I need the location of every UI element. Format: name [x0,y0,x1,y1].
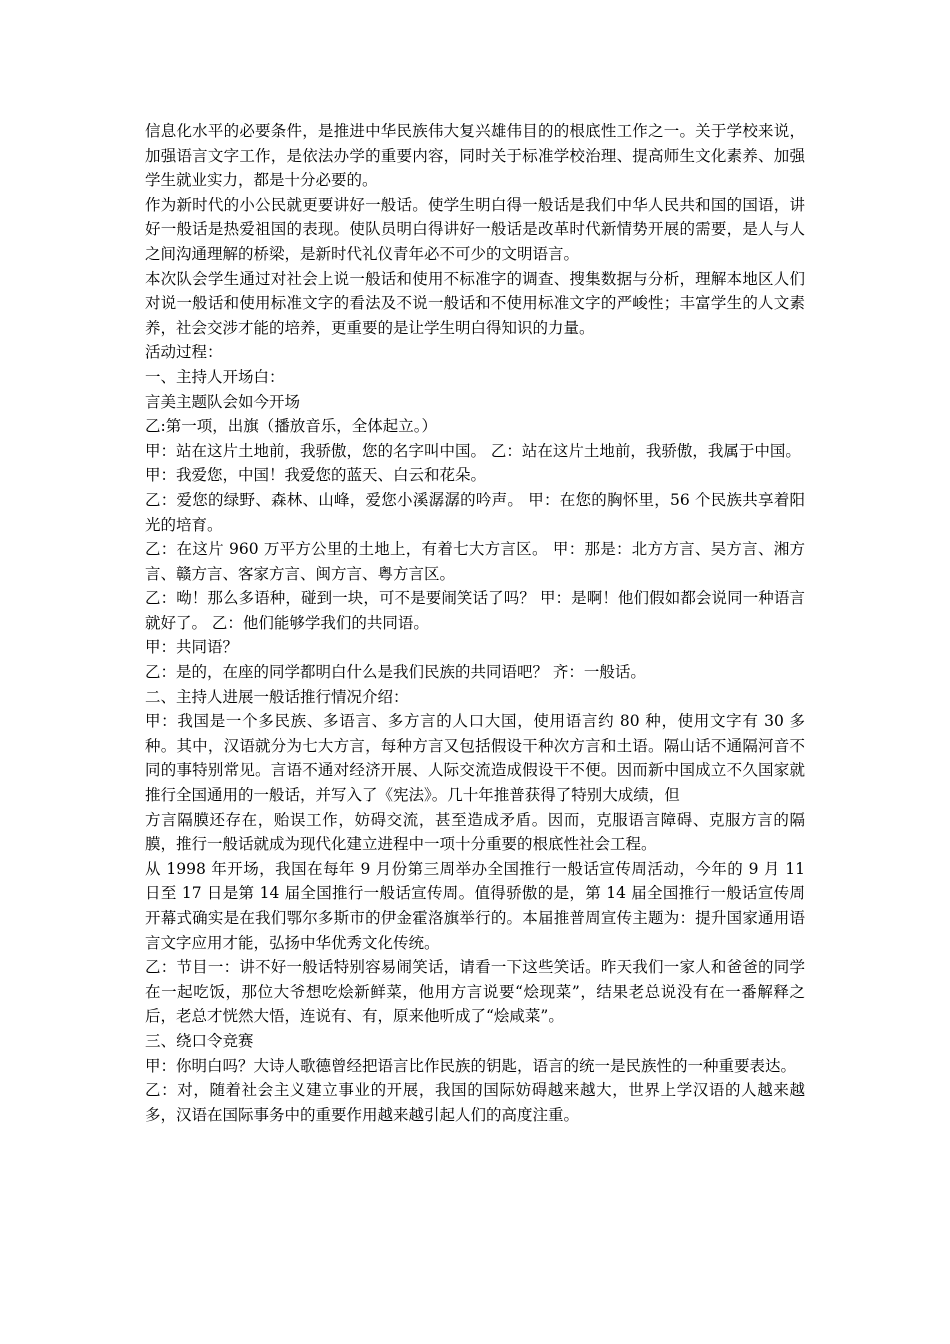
paragraph: 从 1998 年开场，我国在每年 9 月份第三周举办全国推行一般话宣传周活动，今年的 9 月 11 日至 17 日是第 14 届全国推行一般话宣传周。值得骄傲的是，第 14 届全国推行一般话宣传周开幕式确实是在我们鄂尔多斯市的伊金霍洛旗举行的。本届推普周宣传主题为：提升国家通用语言文字应用才能，弘扬中华优秀文化传统。 [145,859,805,952]
paragraph: 作为新时代的小公民就更要讲好一般话。使学生明白得一般话是我们中华人民共和国的国语，讲好一般话是热爱祖国的表现。使队员明白得讲好一般话是改革时代新情势开展的需要，是人与人之间沟通理解的桥梁，是新时代礼仪青年必不可少的文明语言。 [145,195,805,263]
dialogue-line: 乙：呦！那么多语种，碰到一块，可不是要闹笑话了吗？ 甲：是啊！他们假如都会说同一种语言就好了。 乙：他们能够学我们的共同语。 [145,589,805,632]
section-heading: 一、主持人开场白： [145,367,285,386]
dialogue-line: 甲：我爱您，中国！我爱您的蓝天、白云和花朵。 [145,466,487,485]
paragraph: 本次队会学生通过对社会上说一般话和使用不标准字的调查、搜集数据与分析，理解本地区人们对说一般话和使用标准文字的看法及不说一般话和不使用标准文字的严峻性；丰富学生的人文素养，社会交涉才能的培养，更重要的是让学生明白得知识的力量。 [145,269,805,337]
dialogue-line: 甲：共同语？ [145,638,239,657]
section-heading: 二、主持人进展一般话推行情况介绍： [145,687,409,706]
dialogue-line: 甲：我国是一个多民族、多语言、多方言的人口大国，使用语言约 80 种，使用文字有 30 多种。其中，汉语就分为七大方言，每种方言又包括假设干种次方言和土语。隔山话不通隔河音不同的事特别常见。言语不通对经济开展、人际交流造成假设干不便。因而新中国成立不久国家就推行全国通用的一般话，并写入了《宪法》。几十年推普获得了特别大成绩，但 [145,712,805,805]
dialogue-line: 乙：对，随着社会主义建立事业的开展，我国的国际妨碍越来越大，世界上学汉语的人越来越多，汉语在国际事务中的重要作用越来越引起人们的高度注重。 [145,1081,805,1124]
paragraph: 方言隔膜还存在，贻误工作，妨碍交流，甚至造成矛盾。因而，克服语言障碍、克服方言的隔膜，推行一般话就成为现代化建立进程中一项十分重要的根底性社会工程。 [145,810,805,854]
dialogue-line: 甲：站在这片土地前，我骄傲，您的名字叫中国。 乙：站在这片土地前，我骄傲，我属于中国。 [145,441,801,460]
paragraph: 信息化水平的必要条件，是推进中华民族伟大复兴雄伟目的的根底性工作之一。关于学校来说，加强语言文字工作，是依法办学的重要内容，同时关于标准学校治理、提高师生文化素养、加强学生就业实力，都是十分必要的。 [145,122,805,190]
section-heading: 活动过程： [145,343,223,362]
paragraph: 乙:第一项，出旗（播放音乐，全体起立。） [145,417,437,436]
document-body [145,119,805,1127]
section-heading: 三、绕口令竞赛 [145,1031,254,1050]
dialogue-line: 乙：节目一：讲不好一般话特别容易闹笑话，请看一下这些笑话。昨天我们一家人和爸爸的同学在一起吃饭，那位大爷想吃烩新鲜菜，他用方言说要“烩现菜”，结果老总说没有在一番解释之后，老总才恍然大悟，连说有、有，原来他听成了“烩咸菜”。 [145,958,805,1026]
dialogue-line: 乙：爱您的绿野、森林、山峰，爱您小溪潺潺的吟声。 甲：在您的胸怀里，56 个民族共享着阳光的培育。 [145,490,805,534]
paragraph: 言美主题队会如今开场 [145,392,301,411]
dialogue-line: 甲：你明白吗？大诗人歌德曾经把语言比作民族的钥匙，语言的统一是民族性的一种重要表达。 [145,1056,797,1075]
dialogue-line: 乙：在这片 960 万平方公里的土地上，有着七大方言区。 甲：那是：北方方言、吴方言、湘方言、赣方言、客家方言、闽方言、粤方言区。 [145,540,805,583]
dialogue-line: 乙：是的，在座的同学都明白什么是我们民族的共同语吧？ 齐：一般话。 [145,663,646,682]
